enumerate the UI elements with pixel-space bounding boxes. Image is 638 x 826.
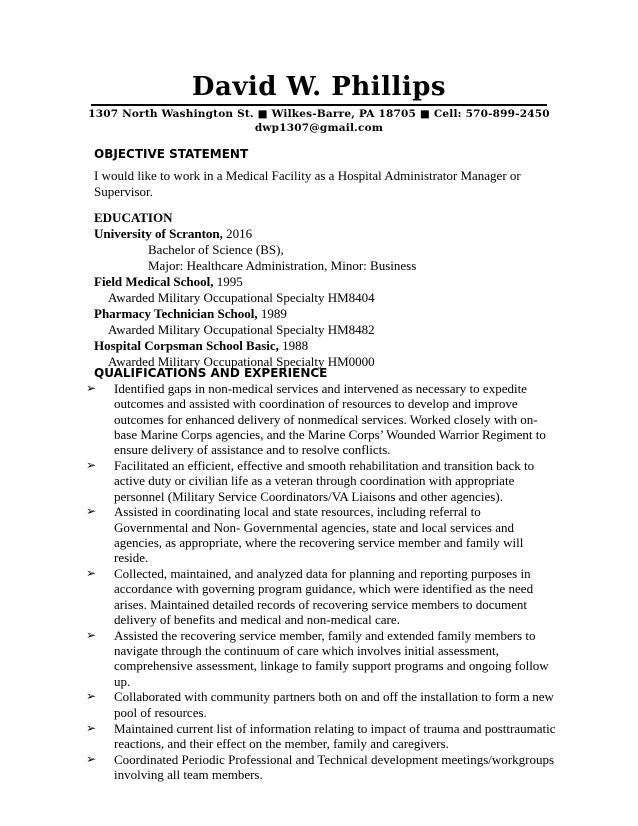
- arrow-bullet-icon: ➢: [86, 504, 97, 519]
- list-item: [86, 458, 556, 504]
- major-line: Major: Healthcare Administration, Minor: Business: [148, 258, 417, 273]
- list-item: [86, 721, 556, 752]
- contact-email[interactable]: dwp1307@gmail.com: [254, 122, 384, 134]
- list-item: [86, 381, 556, 457]
- header-divider: [91, 104, 547, 106]
- school-name: University of Scranton,: [94, 226, 223, 241]
- qualifications-heading: QUALIFICATIONS AND EXPERIENCE: [94, 366, 328, 380]
- qualification-text: Collaborated with community partners both on and off the installation to form a new pool of resources.: [114, 689, 554, 720]
- arrow-bullet-icon: ➢: [86, 720, 97, 735]
- specialty-line: Awarded Military Occupational Specialty HM0000: [108, 354, 375, 369]
- list-item: [86, 752, 556, 783]
- school-year: 1988: [278, 338, 309, 353]
- school-year: 1995: [213, 274, 243, 289]
- qualification-text: Assisted the recovering service member, family and extended family members to navigate through the continuum of care which involves initial assessment, comprehensive assessment, linkage to family support programs and ongoing follow up.: [114, 627, 549, 689]
- education-entry-school: [94, 226, 252, 242]
- education-heading: EDUCATION: [94, 210, 173, 225]
- list-item: [86, 504, 556, 565]
- specialty-line: Awarded Military Occupational Specialty HM8482: [108, 322, 375, 337]
- school-name: Field Medical School,: [94, 274, 214, 289]
- arrow-bullet-icon: ➢: [86, 689, 97, 704]
- school-year: 2016: [222, 226, 253, 241]
- specialty-line: Awarded Military Occupational Specialty HM8404: [108, 290, 375, 305]
- qualification-text: Coordinated Periodic Professional and Technical development meetings/workgroups involving all team members.: [114, 751, 555, 782]
- education-entry-school: [94, 338, 308, 354]
- degree-line: Bachelor of Science (BS),: [148, 242, 284, 257]
- arrow-bullet-icon: ➢: [86, 627, 97, 642]
- contact-address-phone: 1307 North Washington St. ■ Wilkes-Barre, PA 18705 ■ Cell: 570-899-2450: [88, 108, 550, 120]
- qualification-text: Facilitated an efficient, effective and smooth rehabilitation and transition back to active duty or civilian life as a veteran through coordination with appropriate personnel (Military Service Coordinators/VA Liaisons and other agencies).: [114, 457, 535, 504]
- qualification-text: Identified gaps in non-medical services and intervened as necessary to expedite outcomes and assisted with coordination of resources to develop and improve outcomes for enhanced delivery of nonmedical services. Worked closely with on-base Marine Corps agencies, and the Marine Corps’ Wounded Warrior Regiment to ensure delivery of assistance and to resolve conflicts.: [114, 381, 546, 458]
- qualification-text: Maintained current list of information relating to impact of trauma and posttraumatic reactions, and their effect on the member, family and caregivers.: [114, 720, 556, 751]
- school-name: Hospital Corpsman School Basic,: [94, 338, 279, 353]
- arrow-bullet-icon: ➢: [86, 566, 97, 581]
- qualifications-list: [86, 381, 556, 783]
- list-item: [86, 689, 556, 720]
- education-entry-school: [94, 274, 243, 290]
- list-item: [86, 628, 556, 689]
- arrow-bullet-icon: ➢: [86, 457, 97, 472]
- objective-text: I would like to work in a Medical Facility as a Hospital Administrator Manager or Supervisor.: [94, 168, 521, 199]
- education-entry-school: [94, 306, 287, 322]
- objective-heading: OBJECTIVE STATEMENT: [94, 147, 249, 161]
- arrow-bullet-icon: ➢: [86, 381, 97, 395]
- list-item: [86, 566, 556, 627]
- school-name: Pharmacy Technician School,: [94, 306, 258, 321]
- school-year: 1989: [257, 306, 287, 321]
- qualification-text: Assisted in coordinating local and state resources, including referral to Governmental and Non- Governmental agencies, state and local services and agencies, as appropriate, where the recovering service member and family will reside.: [114, 504, 524, 566]
- arrow-bullet-icon: ➢: [86, 751, 97, 766]
- candidate-name: David W. Phillips: [191, 72, 447, 102]
- qualification-text: Collected, maintained, and analyzed data for planning and reporting purposes in accordance with governing program guidance, which were identified as the need arises. Maintained detailed records of recovering service members to document delivery of benefits and medical and non-medical care.: [114, 566, 534, 627]
